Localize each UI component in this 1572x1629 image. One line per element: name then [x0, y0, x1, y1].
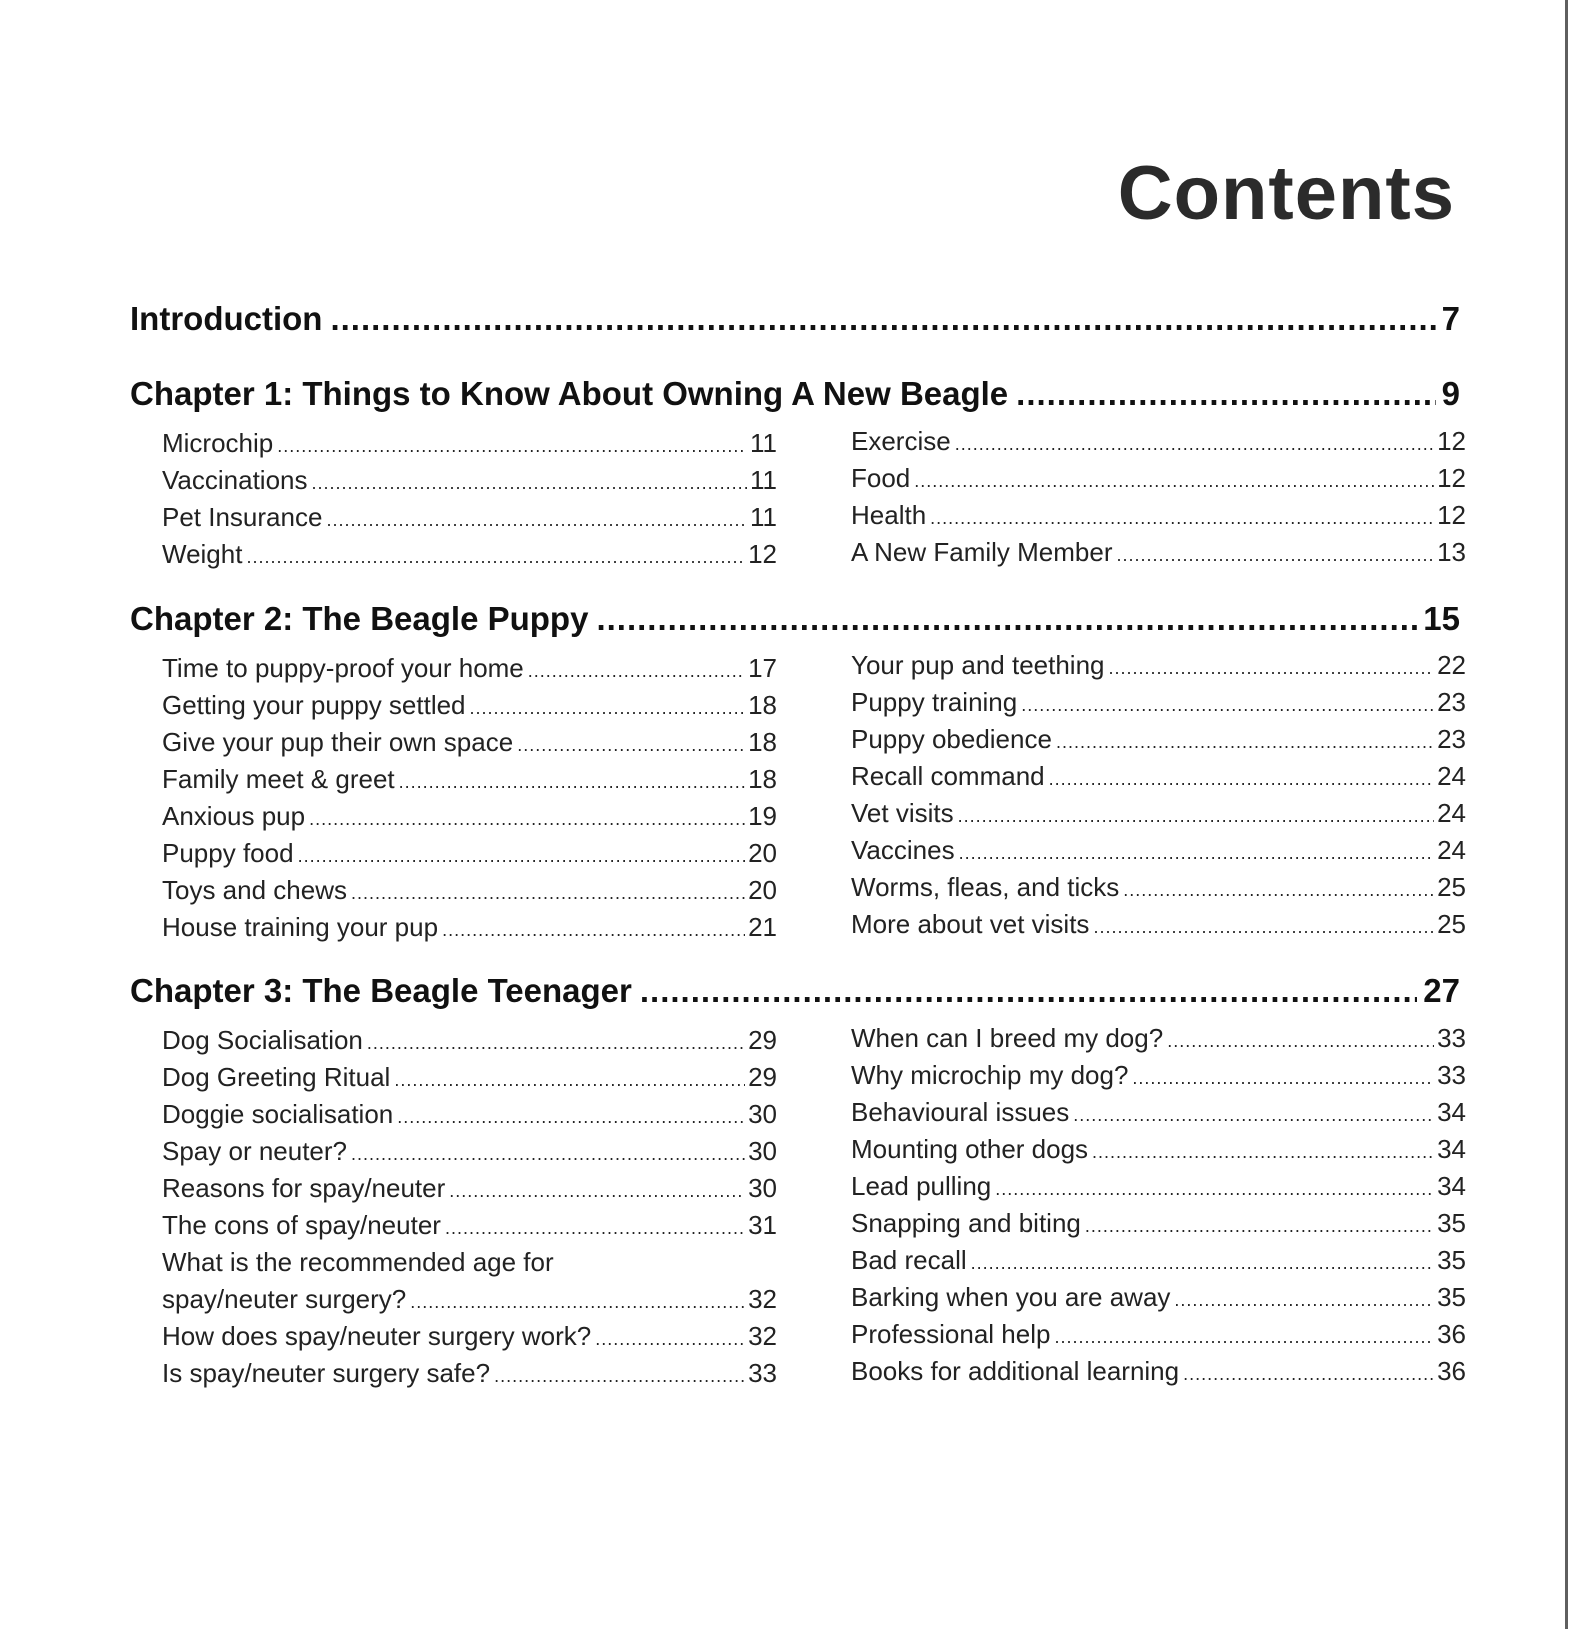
entry-page: 25 [1437, 872, 1466, 902]
dot-leader [971, 1253, 1434, 1274]
entry-page: 33 [1437, 1060, 1466, 1090]
toc-entry[interactable] [851, 835, 1466, 872]
toc-entry[interactable] [851, 761, 1466, 798]
dot-leader [494, 1366, 745, 1387]
entry-page: 29 [748, 1062, 777, 1092]
toc-entry[interactable] [851, 1023, 1466, 1060]
entry-label: Vaccines [851, 835, 955, 865]
dot-leader [445, 1218, 745, 1239]
entry-label: Puppy food [162, 838, 294, 868]
toc-entry[interactable] [851, 909, 1466, 946]
toc-entry[interactable] [162, 1173, 777, 1210]
toc-entry[interactable] [162, 1062, 777, 1099]
entry-label: Exercise [851, 426, 951, 456]
dot-leader [596, 600, 1417, 638]
toc-entry[interactable] [851, 1282, 1466, 1319]
entry-page: 12 [1437, 426, 1466, 456]
entry-page: 24 [1437, 835, 1466, 865]
dot-leader [410, 1292, 745, 1313]
entry-page: 18 [748, 727, 777, 757]
entry-label: Spay or neuter? [162, 1136, 348, 1166]
toc-entry[interactable] [851, 1245, 1466, 1282]
toc-entry[interactable] [851, 872, 1466, 909]
dot-leader [326, 510, 747, 531]
dot-leader [309, 809, 745, 830]
dot-leader [1183, 1364, 1434, 1385]
entry-page: 32 [748, 1284, 777, 1314]
toc-entry[interactable] [851, 1208, 1466, 1245]
toc-entry[interactable] [851, 1319, 1466, 1356]
toc-heading-chapter-1[interactable] [130, 375, 1460, 413]
entry-page: 24 [1437, 761, 1466, 791]
entry-page: 11 [750, 502, 777, 532]
dot-leader [1092, 1142, 1434, 1163]
entry-page: 24 [1437, 798, 1466, 828]
toc-entry[interactable] [851, 500, 1466, 537]
entry-label: House training your pup [162, 912, 439, 942]
entry-label: Family meet & greet [162, 764, 395, 794]
dot-leader [995, 1179, 1434, 1200]
entry-label: Lead pulling [851, 1171, 992, 1201]
dot-leader [958, 806, 1434, 827]
chapter-2-left-column [162, 653, 777, 949]
dot-leader [1109, 658, 1435, 679]
dot-leader [1117, 545, 1435, 566]
entry-page: 30 [748, 1136, 777, 1166]
entry-page: 35 [1437, 1208, 1466, 1238]
toc-entry[interactable] [162, 1025, 777, 1062]
toc-entry[interactable] [162, 838, 777, 875]
entry-label: Professional help [851, 1319, 1051, 1349]
toc-entry[interactable] [162, 912, 777, 949]
dot-leader [1123, 880, 1434, 901]
dot-leader [1085, 1216, 1434, 1237]
entry-page: 18 [748, 690, 777, 720]
toc-entry[interactable] [162, 1136, 777, 1173]
entry-page: 25 [1437, 909, 1466, 939]
dot-leader [1056, 732, 1434, 753]
chapter-1-left-column [162, 428, 777, 576]
toc-entry[interactable] [162, 1358, 777, 1395]
entry-label: The cons of spay/neuter [162, 1210, 441, 1240]
toc-entry[interactable] [162, 801, 777, 838]
dot-leader [397, 1107, 745, 1128]
dot-leader [595, 1329, 745, 1350]
entry-page: 34 [1437, 1134, 1466, 1164]
dot-leader [959, 843, 1435, 864]
toc-heading-chapter-3[interactable] [130, 972, 1460, 1010]
heading-page: 15 [1423, 600, 1460, 637]
entry-page: 11 [750, 428, 777, 458]
entry-page: 31 [748, 1210, 777, 1240]
entry-page: 18 [748, 764, 777, 794]
dot-leader [914, 471, 1434, 492]
entry-page: 35 [1437, 1245, 1466, 1275]
entry-label: How does spay/neuter surgery work? [162, 1321, 592, 1351]
dot-leader [470, 698, 746, 719]
entry-page: 12 [1437, 500, 1466, 530]
toc-entry[interactable] [851, 426, 1466, 463]
entry-label: Toys and chews [162, 875, 347, 905]
entry-page: 33 [1437, 1023, 1466, 1053]
entry-label: Time to puppy-proof your home [162, 653, 524, 683]
heading-label: Introduction [130, 300, 323, 337]
entry-page: 13 [1437, 537, 1466, 567]
entry-label: Getting your puppy settled [162, 690, 466, 720]
toc-entry[interactable] [162, 653, 777, 690]
entry-label: Puppy training [851, 687, 1018, 717]
dot-leader [1132, 1068, 1434, 1089]
entry-page: 36 [1437, 1319, 1466, 1349]
entry-label: When can I breed my dog? [851, 1023, 1164, 1053]
chapter-3-left-column [162, 1025, 777, 1395]
dot-leader [1021, 695, 1434, 716]
entry-label: Vet visits [851, 798, 954, 828]
entry-label: Mounting other dogs [851, 1134, 1089, 1164]
toc-entry[interactable] [162, 539, 777, 576]
dot-leader [399, 772, 745, 793]
toc-entry[interactable] [162, 1099, 777, 1136]
entry-label: Pet Insurance [162, 502, 323, 532]
entry-label: Give your pup their own space [162, 727, 514, 757]
toc-entry[interactable] [162, 1321, 777, 1358]
entry-label: A New Family Member [851, 537, 1113, 567]
toc-entry[interactable] [851, 1060, 1466, 1097]
chapter-1-right-column [851, 426, 1466, 574]
entry-page: 11 [750, 465, 777, 495]
dot-leader [277, 436, 747, 457]
heading-page: 9 [1441, 375, 1460, 412]
dot-leader [330, 300, 1435, 338]
entry-page: 17 [748, 653, 777, 683]
entry-page: 36 [1437, 1356, 1466, 1386]
toc-entry[interactable] [162, 1284, 777, 1321]
entry-label: Why microchip my dog? [851, 1060, 1129, 1090]
entry-label: More about vet visits [851, 909, 1090, 939]
entry-page: 20 [748, 875, 777, 905]
toc-entry[interactable] [851, 1134, 1466, 1171]
dot-leader [640, 972, 1417, 1010]
entry-label: Behavioural issues [851, 1097, 1070, 1127]
toc-entry[interactable] [851, 798, 1466, 835]
entry-label: Dog Socialisation [162, 1025, 363, 1055]
entry-label: Health [851, 500, 927, 530]
toc-entry[interactable] [162, 690, 777, 727]
toc-entry-first-line[interactable] [162, 1247, 777, 1284]
heading-page: 27 [1423, 972, 1460, 1009]
entry-label: Is spay/neuter surgery safe? [162, 1358, 491, 1388]
toc-entry[interactable] [851, 724, 1466, 761]
toc-entry[interactable] [851, 463, 1466, 500]
dot-leader [1054, 1327, 1434, 1348]
dot-leader [298, 846, 746, 867]
toc-entry[interactable] [162, 1210, 777, 1247]
entry-page: 12 [1437, 463, 1466, 493]
heading-label: Chapter 3: The Beagle Teenager [130, 972, 632, 1009]
dot-leader [1049, 769, 1434, 790]
entry-page: 34 [1437, 1097, 1466, 1127]
dot-leader [528, 661, 745, 682]
dot-leader [351, 1144, 745, 1165]
dot-leader [351, 883, 745, 904]
entry-label: Your pup and teething [851, 650, 1105, 680]
entry-page: 33 [748, 1358, 777, 1388]
entry-page: 23 [1437, 724, 1466, 754]
entry-page: 23 [1437, 687, 1466, 717]
entry-label: Books for additional learning [851, 1356, 1180, 1386]
entry-page: 32 [748, 1321, 777, 1351]
dot-leader [394, 1070, 745, 1091]
entry-label: Puppy obedience [851, 724, 1052, 754]
toc-entry[interactable] [162, 465, 777, 502]
entry-label: Snapping and biting [851, 1208, 1081, 1238]
toc-entry[interactable] [162, 428, 777, 465]
entry-label: Vaccinations [162, 465, 308, 495]
entry-label: Recall command [851, 761, 1045, 791]
entry-label: Reasons for spay/neuter [162, 1173, 446, 1203]
entry-label: Doggie socialisation [162, 1099, 394, 1129]
entry-label: Anxious pup [162, 801, 306, 831]
entry-page: 21 [748, 912, 777, 942]
dot-leader [246, 547, 745, 568]
toc-entry[interactable] [162, 727, 777, 764]
entry-label: Worms, fleas, and ticks [851, 872, 1120, 902]
dot-leader [1093, 917, 1434, 938]
dot-leader [1073, 1105, 1434, 1126]
entry-label: What is the recommended age for [162, 1247, 554, 1277]
toc-heading-introduction[interactable] [130, 300, 1460, 338]
entry-label: Microchip [162, 428, 274, 458]
toc-entry[interactable] [851, 537, 1466, 574]
toc-entry[interactable] [851, 1097, 1466, 1134]
entry-page: 34 [1437, 1171, 1466, 1201]
toc-entry[interactable] [851, 1356, 1466, 1393]
entry-label: Food [851, 463, 911, 493]
entry-page: 35 [1437, 1282, 1466, 1312]
dot-leader [449, 1181, 745, 1202]
dot-leader [1016, 375, 1435, 413]
page-edge-line [1565, 0, 1568, 1629]
heading-page: 7 [1441, 300, 1460, 337]
entry-label: Weight [162, 539, 243, 569]
dot-leader [1167, 1031, 1434, 1052]
entry-page: 29 [748, 1025, 777, 1055]
dot-leader [955, 434, 1434, 455]
dot-leader [930, 508, 1434, 529]
entry-page: 19 [748, 801, 777, 831]
entry-page: 22 [1437, 650, 1466, 680]
toc-entry[interactable] [851, 650, 1466, 687]
entry-label: Barking when you are away [851, 1282, 1171, 1312]
dot-leader [1174, 1290, 1434, 1311]
dot-leader [442, 920, 745, 941]
toc-heading-chapter-2[interactable] [130, 600, 1460, 638]
dot-leader [517, 735, 745, 756]
toc-entry[interactable] [162, 875, 777, 912]
chapter-3-right-column [851, 1023, 1466, 1393]
entry-page: 12 [748, 539, 777, 569]
entry-page: 30 [748, 1173, 777, 1203]
entry-label: Dog Greeting Ritual [162, 1062, 391, 1092]
chapter-2-right-column [851, 650, 1466, 946]
entry-label: Bad recall [851, 1245, 967, 1275]
heading-label: Chapter 1: Things to Know About Owning A New Beagle [130, 375, 1009, 412]
dot-leader [312, 473, 748, 494]
dot-leader [367, 1033, 745, 1054]
toc-entry[interactable] [851, 687, 1466, 724]
toc-entry[interactable] [851, 1171, 1466, 1208]
entry-label-continued: spay/neuter surgery? [162, 1284, 407, 1314]
toc-entry[interactable] [162, 764, 777, 801]
toc-entry[interactable] [162, 502, 777, 539]
page-title: Contents [1117, 151, 1455, 236]
entry-page: 20 [748, 838, 777, 868]
heading-label: Chapter 2: The Beagle Puppy [130, 600, 589, 637]
entry-page: 30 [748, 1099, 777, 1129]
